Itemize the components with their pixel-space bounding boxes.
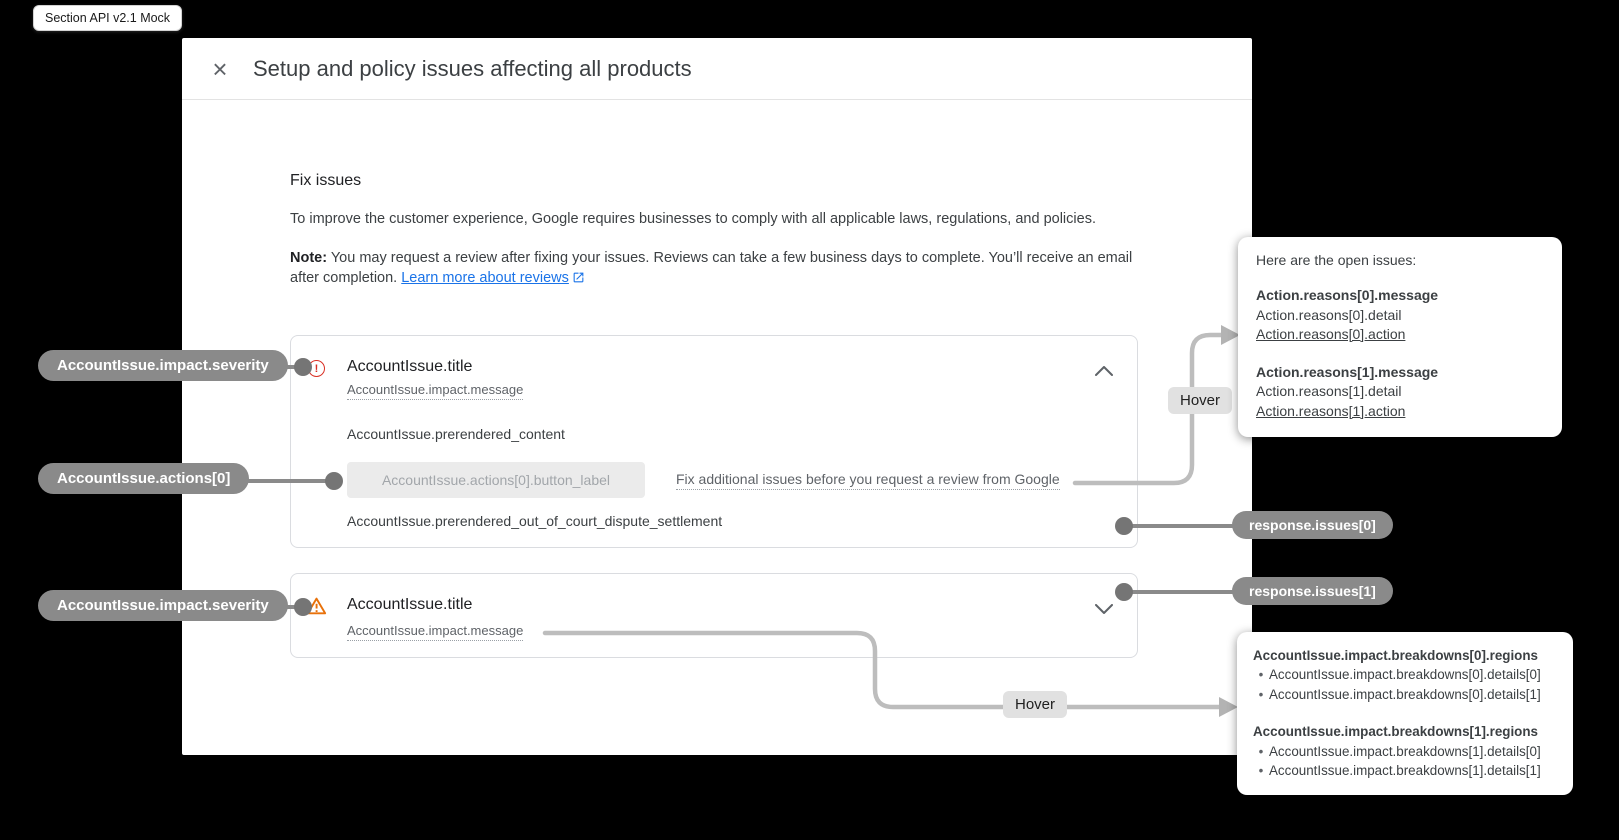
breakdown-regions: AccountIssue.impact.breakdowns[1].regions <box>1253 724 1538 740</box>
reason-detail: Action.reasons[1].detail <box>1256 383 1402 399</box>
breakdown-detail: • AccountIssue.impact.breakdowns[0].details[1] <box>1253 685 1557 704</box>
breakdown-detail: • AccountIssue.impact.breakdowns[0].details[0] <box>1253 665 1557 684</box>
note-label: Note: <box>290 250 328 266</box>
reason-message: Action.reasons[0].message <box>1256 287 1439 303</box>
pill-impact-severity-2: AccountIssue.impact.severity <box>38 590 288 621</box>
hover-label-2: Hover <box>1003 691 1067 718</box>
issue-impact-message[interactable]: AccountIssue.impact.message <box>347 623 523 641</box>
reasons-group-0 <box>1256 286 1544 345</box>
issue-impact-message[interactable]: AccountIssue.impact.message <box>347 382 523 400</box>
breakdown-regions: AccountIssue.impact.breakdowns[0].regions <box>1253 648 1538 663</box>
bullet-icon: • <box>1258 686 1264 702</box>
warning-severity-icon <box>306 596 327 620</box>
reason-message: Action.reasons[1].message <box>1256 363 1439 380</box>
pill-response-issues-1: response.issues[1] <box>1232 577 1393 605</box>
reason-action: Action.reasons[0].action <box>1256 326 1406 342</box>
bullet-icon: • <box>1258 763 1264 779</box>
reasons-intro: Here are the open issues: <box>1256 252 1417 268</box>
breakdowns-group-1 <box>1253 722 1557 780</box>
version-badge: Section API v2.1 Mock <box>33 5 182 31</box>
action-button[interactable]: AccountIssue.actions[0].button_label <box>347 462 645 498</box>
close-icon[interactable]: × <box>206 55 234 83</box>
dialog-header <box>182 38 1252 100</box>
dispute-settlement-text: AccountIssue.prerendered_out_of_court_dispute_settlement <box>347 513 723 529</box>
issue-title: AccountIssue.title <box>347 596 473 613</box>
reason-action: Action.reasons[1].action <box>1256 402 1406 419</box>
pill-impact-severity-1: AccountIssue.impact.severity <box>38 350 288 381</box>
intro-paragraph: To improve the customer experience, Google requires businesses to comply with all applicable laws, regulations, and policies. <box>290 211 1096 227</box>
error-severity-icon: ! <box>308 360 325 377</box>
fix-issues-heading: Fix issues <box>290 172 362 189</box>
pill-response-issues-0: response.issues[0] <box>1232 511 1393 539</box>
note-body: You may request a review after fixing your issues. Reviews can take a few business days to complete. You’ll receive an email after completion. <box>290 250 1133 286</box>
prerendered-content: AccountIssue.prerendered_content <box>347 426 565 442</box>
breakdowns-tooltip <box>1237 632 1573 795</box>
hover-label-1: Hover <box>1168 387 1232 414</box>
chevron-up-icon[interactable] <box>1095 364 1113 379</box>
issues-dialog <box>182 38 1252 755</box>
breakdown-detail: • AccountIssue.impact.breakdowns[1].details[0] <box>1253 742 1557 761</box>
reasons-group-1 <box>1256 363 1544 422</box>
bullet-icon: • <box>1258 743 1264 759</box>
pill-actions-0: AccountIssue.actions[0] <box>38 463 249 494</box>
chevron-down-icon[interactable] <box>1095 602 1113 617</box>
bullet-icon: • <box>1258 667 1264 683</box>
learn-more-link[interactable]: Learn more about reviews <box>401 270 569 286</box>
dialog-title: Setup and policy issues affecting all products <box>253 56 692 81</box>
note-paragraph <box>290 248 1142 288</box>
reasons-tooltip <box>1238 237 1562 437</box>
external-link-icon <box>572 271 585 284</box>
fix-additional-issues-link[interactable]: Fix additional issues before you request a review from Google <box>676 471 1060 490</box>
breakdowns-group-0 <box>1253 646 1557 704</box>
issue-title: AccountIssue.title <box>347 358 473 375</box>
reason-detail: Action.reasons[0].detail <box>1256 306 1402 323</box>
issue-card-warning <box>290 573 1138 658</box>
breakdown-detail: • AccountIssue.impact.breakdowns[1].details[1] <box>1253 761 1557 780</box>
issue-card-error <box>290 335 1138 548</box>
